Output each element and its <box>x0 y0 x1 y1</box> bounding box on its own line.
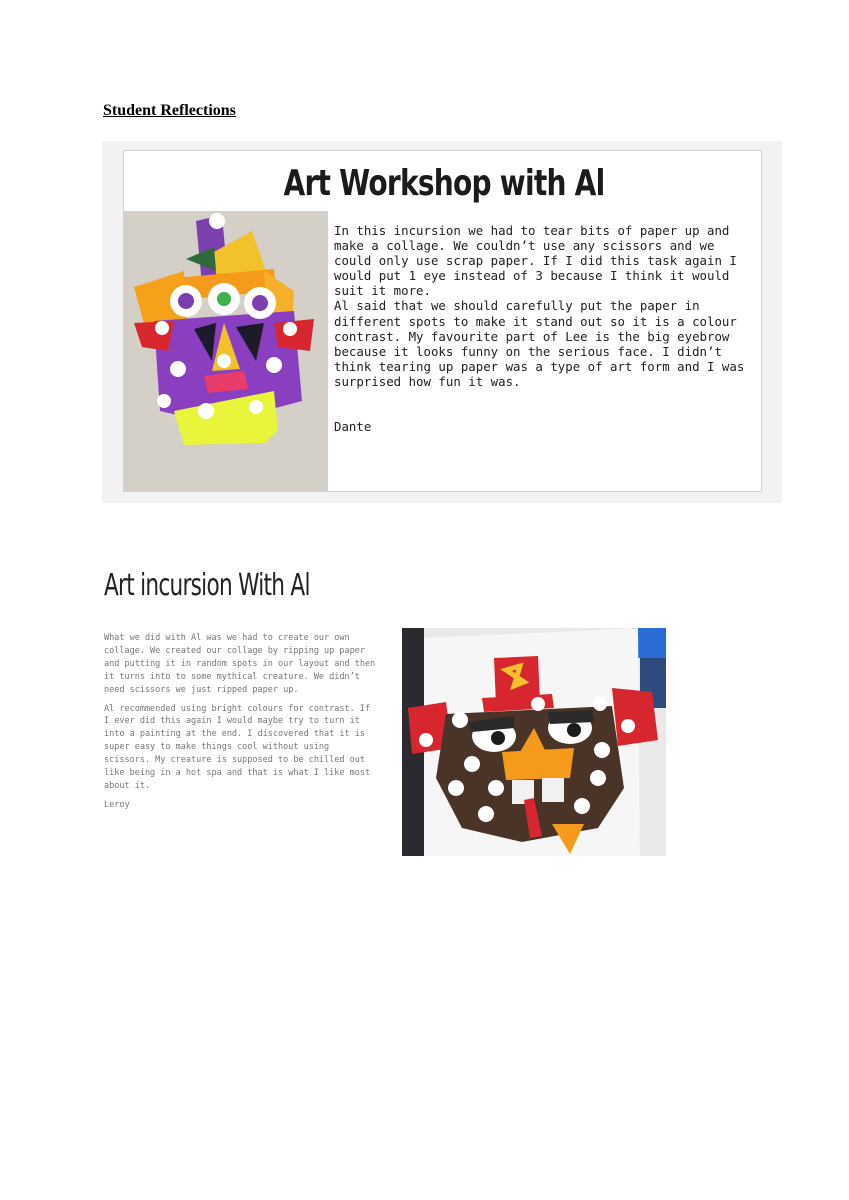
paper-collage-creature-image <box>124 211 328 491</box>
reflection-body: In this incursion we had to tear bits of paper up and make a collage. We couldn’t use any scissors and we could only use scrap paper. If I did this task again I would put 1 eye instead of 3 because I think it would suit it more. Al said that we should carefully put the paper in different spots to make it stand out so it is a colour contrast. My favourite part of Lee is the big eyebrow because it looks funny on the serious face. I didn’t think tearing up paper was a type of art form and I was surprised how fun it was. <box>334 223 745 389</box>
paper-collage-face-image <box>402 628 666 856</box>
page-heading: Student Reflections <box>103 102 236 119</box>
reflection-title-2: Art incursion With Al <box>104 568 310 603</box>
collage-photo <box>124 211 328 491</box>
reflection-paragraph-2: Al recommended using bright colours for contrast. If I ever did this again I would maybe try to turn it into a painting at the end. I discovered that it is super easy to make things cool without using scissors. My creature is supposed to be chilled out like being in a hot spa and that is what I like most about it. <box>104 703 371 791</box>
reflection-title: Art Workshop with Al <box>283 163 605 204</box>
collage-photo-2 <box>402 628 666 856</box>
reflection-author: Dante <box>334 419 372 434</box>
reflection-paragraph-1: What we did with Al was we had to create our own collage. We created our collage by ripping up paper and putting it in random spots in our layout and then it turns into to some mythical creature. We didn’t need scissors we just ripped paper up. <box>104 633 376 695</box>
reflection-card-dante <box>123 150 762 492</box>
reflection-author-2: Leroy <box>104 799 130 810</box>
reflection-body-2 <box>104 632 379 818</box>
